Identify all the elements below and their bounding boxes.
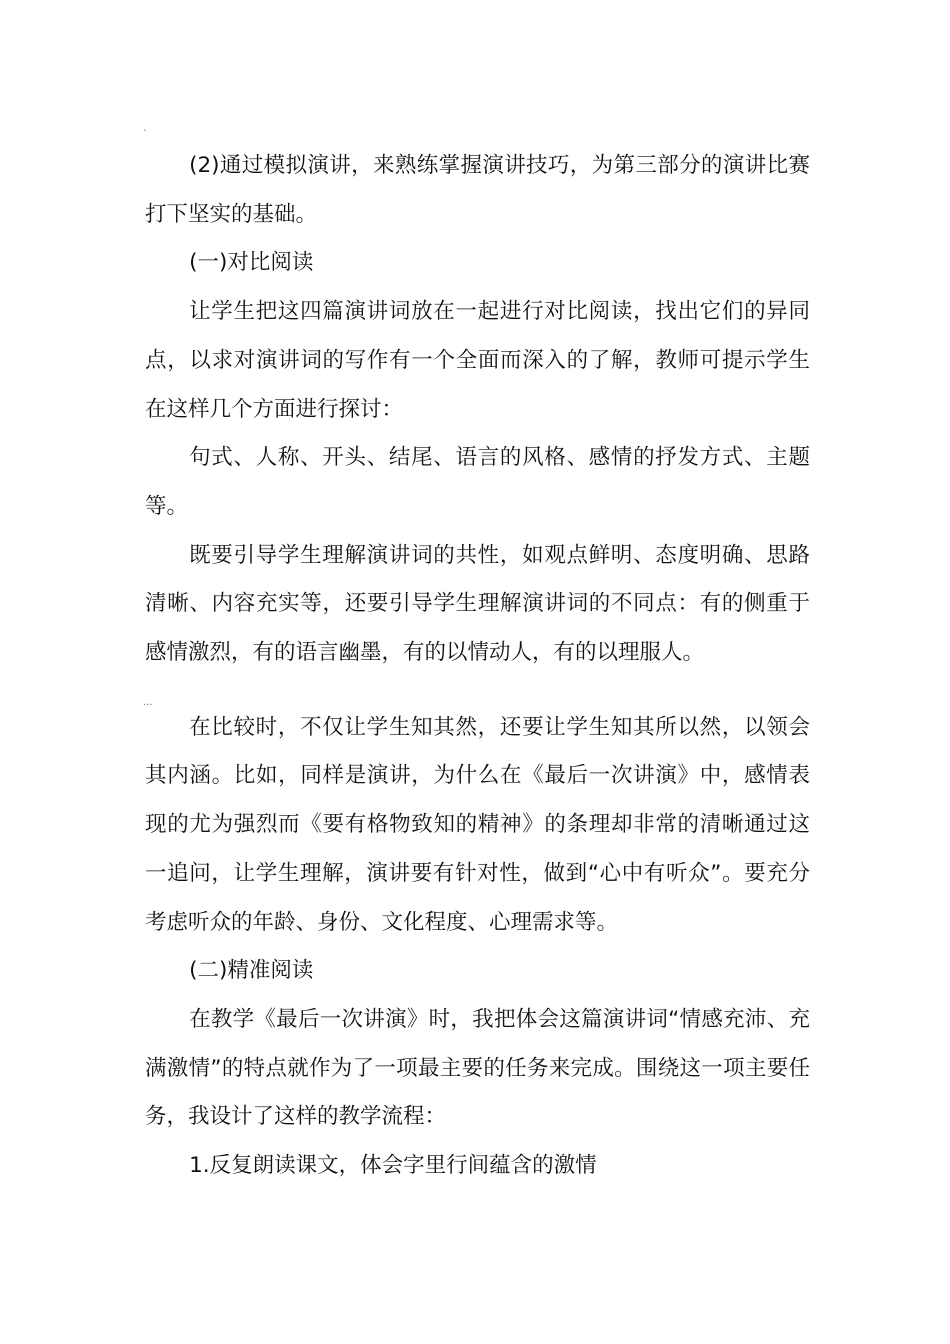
paragraph-aspects-list: 句式、人称、开头、结尾、语言的风格、感情的抒发方式、主题等。: [145, 445, 810, 519]
paragraph-compare-instructions: 让学生把这四篇演讲词放在一起进行对比阅读，找出它们的异同点，以求对演讲词的写作有一个全面而深入的了解，教师可提示学生在这样几个方面进行探讨：: [145, 299, 810, 422]
paragraph-simulated-speech: (2)通过模拟演讲，来熟练掌握演讲技巧，为第三部分的演讲比赛打下坚实的基础。: [145, 153, 810, 227]
paragraph-comparison-depth: 在比较时，不仅让学生知其然，还要让学生知其所以然，以领会其内涵。比如，同样是演讲，为什么在《最后一次讲演》中，感情表现的尤为强烈而《要有格物致知的精神》的条理却非常的清晰通过这一追问，让学生理解，演讲要有针对性，做到“心中有听众”。要充分考虑听众的年龄、身份、文化程度、心理需求等。: [145, 714, 810, 935]
heading-compare-reading: (一)对比阅读: [189, 250, 314, 276]
ellipsis-mark: ...: [143, 697, 153, 708]
heading-precise-reading: (二)精准阅读: [189, 958, 314, 984]
stray-mark: `: [143, 129, 148, 140]
paragraph-commonality: 既要引导学生理解演讲词的共性，如观点鲜明、态度明确、思路清晰、内容充实等，还要引导学生理解演讲词的不同点：有的侧重于感情激烈，有的语言幽墨，有的以情动人，有的以理服人。: [145, 542, 810, 666]
body-text: [145, 142, 810, 1191]
paragraph-teaching-process: 在教学《最后一次讲演》时，我把体会这篇演讲词“情感充沛、充满激情”的特点就作为了一项最主要的任务来完成。围绕这一项主要任务，我设计了这样的教学流程：: [145, 1006, 810, 1130]
list-item-step-1: 1.反复朗读课文，体会字里行间蕴含的激情: [189, 1153, 597, 1179]
